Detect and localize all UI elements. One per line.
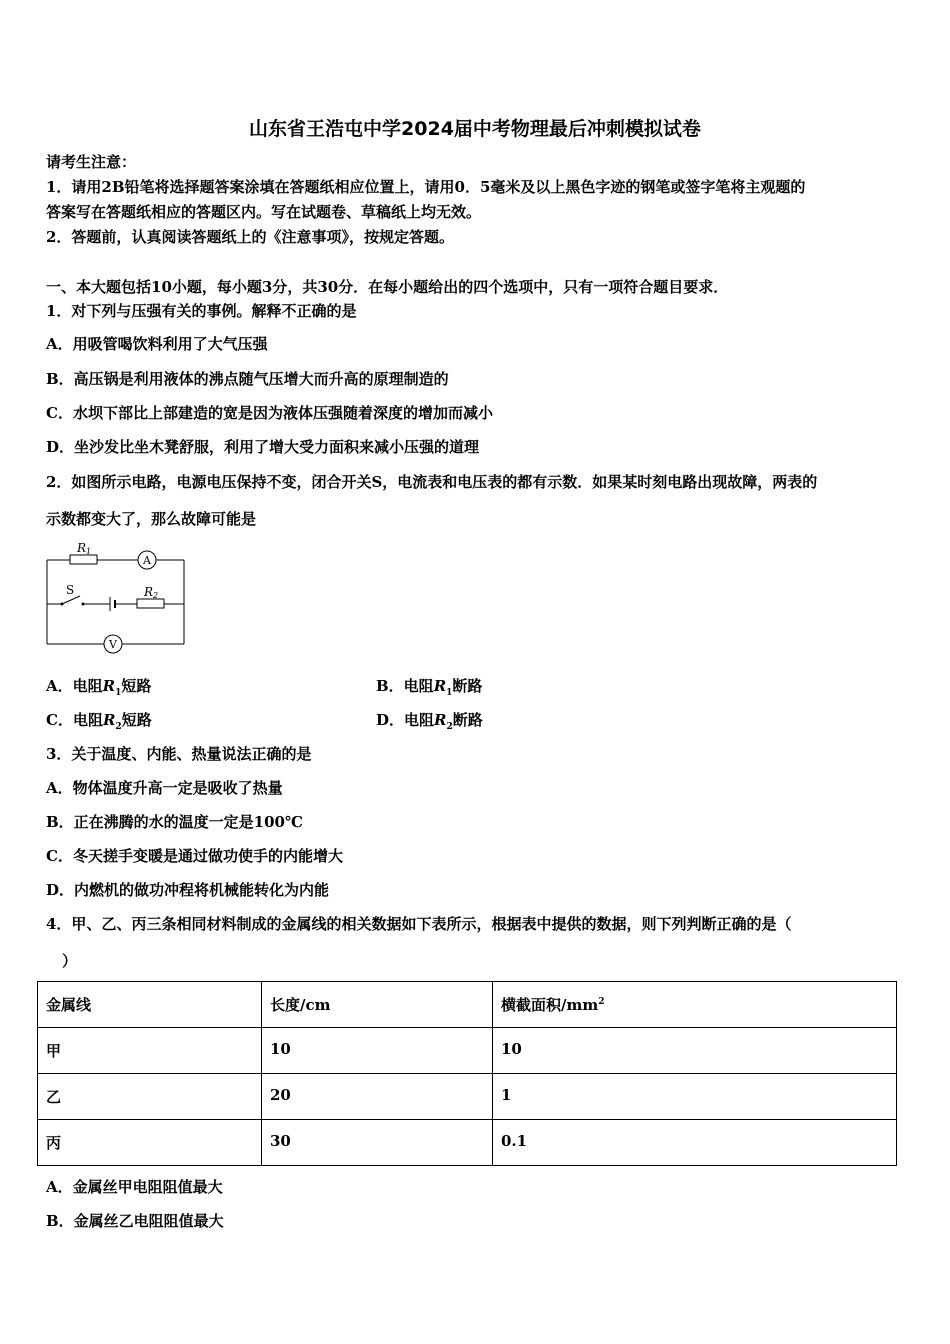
- q4-stem-line-1: 4．甲、乙、丙三条相同材料制成的金属线的相关数据如下表所示，根据表中提供的数据，则下列判断正确的是（: [46, 915, 792, 933]
- table-header-row: [38, 982, 897, 1028]
- q4-stem-line-2: ）: [62, 952, 78, 970]
- q3-option-b: B．正在沸腾的水的温度一定是100℃: [46, 813, 303, 831]
- q3-option-c: C．冬天搓手变暖是通过做功使手的内能增大: [46, 847, 343, 865]
- notice-heading: 请考生注意：: [46, 153, 137, 171]
- table-row: 甲 10 10: [38, 1028, 897, 1074]
- q4-option-a: A．金属丝甲电阻阻值最大: [46, 1178, 223, 1196]
- notice-line-3: 2．答题前，认真阅读答题纸上的《注意事项》，按规定答题。: [46, 228, 454, 246]
- q1-option-c: C．水坝下部比上部建造的宽是因为液体压强随着深度的增加而减小: [46, 404, 493, 422]
- q1-option-b: B．高压锅是利用液体的沸点随气压增大而升高的原理制造的: [46, 370, 449, 388]
- header-length: 长度/cm: [262, 982, 493, 1028]
- q3-stem: 3．关于温度、内能、热量说法正确的是: [46, 745, 312, 763]
- q3-option-a: A．物体温度升高一定是吸收了热量: [46, 779, 283, 797]
- q2-stem-line-2: 示数都变大了，那么故障可能是: [46, 510, 257, 528]
- q2-option-c: C．电阻$R_2$短路: [46, 711, 152, 732]
- svg-text:R1: R1: [77, 541, 92, 556]
- table-row: 乙 20 1: [38, 1074, 897, 1120]
- q2-option-d: D．电阻$R_2$断路: [376, 711, 483, 732]
- q1-option-d: D．坐沙发比坐木凳舒服，利用了增大受力面积来减小压强的道理: [46, 438, 480, 456]
- section-heading: 一、本大题包括10小题，每小题3分，共30分．在每小题给出的四个选项中，只有一项符合题目要求．: [46, 278, 729, 296]
- q2-option-a: A．电阻$R_1$短路: [46, 677, 152, 698]
- resistor-r2: [137, 599, 164, 608]
- svg-text:R2: R2: [144, 585, 159, 600]
- q1-option-a: A．用吸管喝饮料利用了大气压强: [46, 335, 268, 353]
- resistor-r1: [70, 555, 97, 564]
- header-area: 横截面积$/mm^2$: [493, 982, 897, 1028]
- q2-stem-line-1: 2．如图所示电路，电源电压保持不变，闭合开关S，电流表和电压表的都有示数．如果某时刻电路出现故障，两表的: [46, 473, 818, 491]
- ammeter-label: A: [143, 554, 151, 567]
- notice-line-2: 答案写在答题纸相应的答题区内。写在试题卷、草稿纸上均无效。: [46, 203, 482, 221]
- q1-stem: 1．对下列与压强有关的事例。解释不正确的是: [46, 302, 357, 320]
- notice-line-1: 1．请用2B铅笔将选择题答案涂填在答题纸相应位置上，请用0．5毫米及以上黑色字迹的钢笔或签字笔将主观题的: [46, 178, 806, 196]
- q2-option-b: B．电阻$R_1$断路: [376, 677, 483, 698]
- switch-s: [62, 596, 80, 604]
- voltmeter-label: V: [109, 638, 117, 651]
- switch-label: S: [66, 583, 75, 597]
- table-row: 丙 30 0.1: [38, 1120, 897, 1166]
- q3-option-d: D．内燃机的做功冲程将机械能转化为内能: [46, 881, 330, 899]
- q4-option-b: B．金属丝乙电阻阻值最大: [46, 1212, 224, 1230]
- header-wire: 金属线: [38, 982, 262, 1028]
- metal-wire-table: [37, 981, 897, 1166]
- circuit-diagram: [40, 536, 195, 658]
- page-title: 山东省王浩屯中学2024届中考物理最后冲刺模拟试卷: [249, 118, 701, 140]
